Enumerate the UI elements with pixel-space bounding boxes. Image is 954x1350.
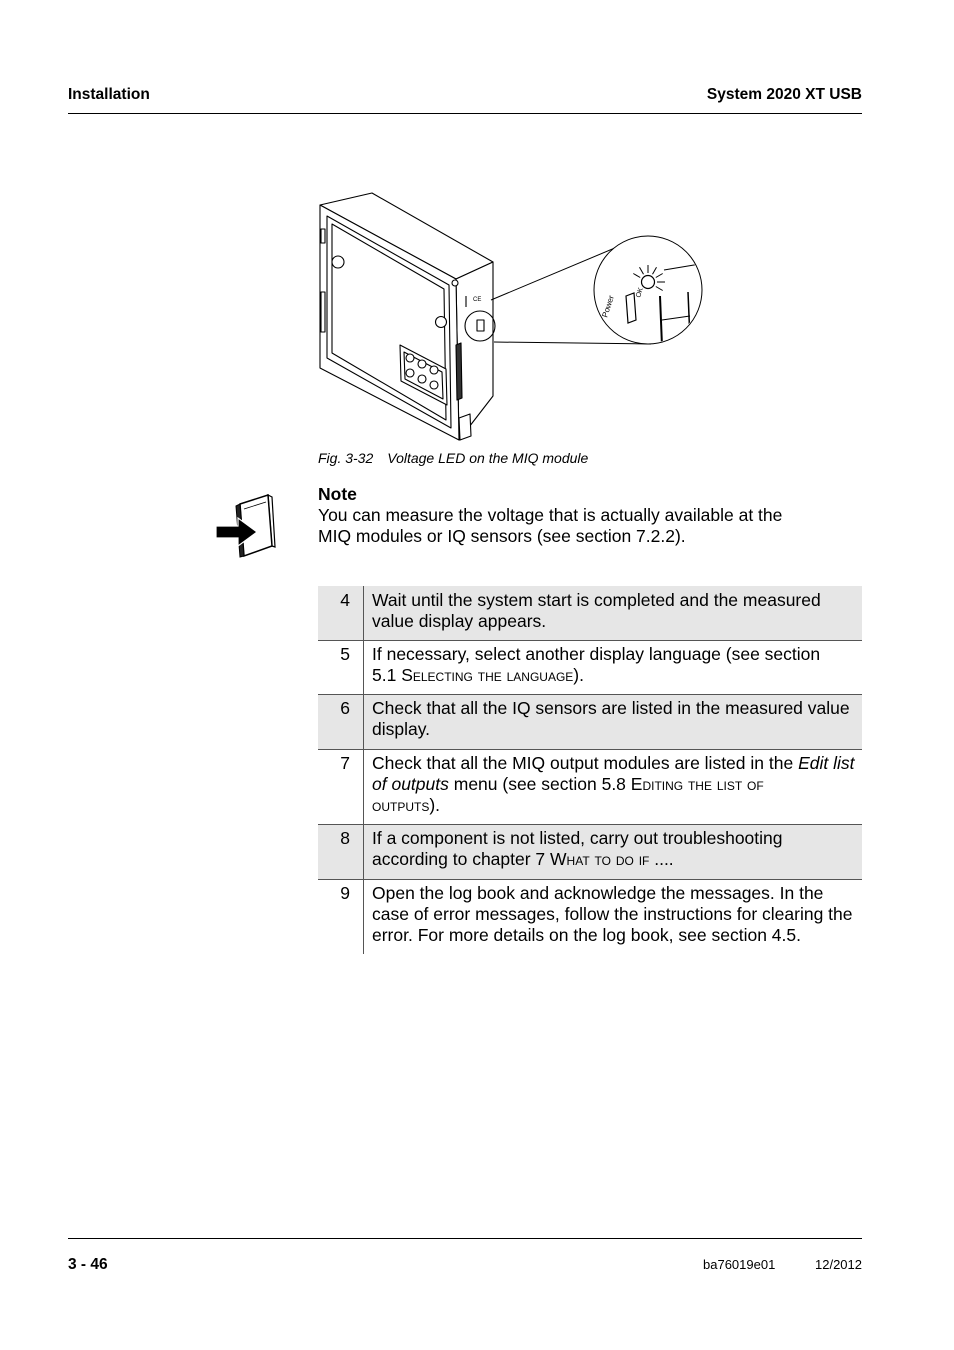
text-line [372, 774, 854, 795]
text-segment: If a component is not listed, carry out troubleshooting [372, 828, 783, 848]
footer-rule [68, 1238, 862, 1239]
step-text [372, 644, 820, 686]
zoom-line-bottom [494, 342, 651, 344]
step-text [372, 883, 853, 946]
text-segment: If necessary, select another display language (see section [372, 644, 821, 664]
text-line [372, 828, 783, 849]
cross-reference: Editing the list of [630, 774, 764, 794]
text-segment: display. [372, 719, 431, 739]
step-row-5 [318, 640, 862, 694]
step-row-4 [318, 586, 862, 640]
mounting-hole [436, 317, 447, 328]
step-number: 9 [340, 883, 350, 903]
terminal-screw [430, 381, 438, 389]
text-segment: according to chapter 7 [372, 849, 551, 869]
text-line [372, 590, 821, 611]
text-line [372, 904, 853, 925]
text-line [372, 698, 850, 719]
corner-screw [452, 280, 458, 286]
step-text [372, 698, 850, 740]
text-segment: ). [429, 795, 441, 815]
note-block [318, 484, 782, 547]
text-line [372, 925, 853, 946]
text-line [372, 611, 821, 632]
table-row-divider [318, 879, 862, 880]
text-line [372, 795, 854, 816]
step-text [372, 590, 821, 632]
header-product-name: System 2020 XT USB [706, 86, 862, 103]
text-line [372, 883, 853, 904]
step-row-9 [318, 879, 862, 954]
miq-module-illustration [310, 185, 710, 447]
text-line [372, 644, 820, 665]
page-number: 3 - 46 [68, 1256, 108, 1273]
step-number: 7 [340, 753, 350, 773]
miq-module-housing [320, 193, 495, 440]
figure-caption-text: Voltage LED on the MIQ module [387, 450, 589, 466]
text-segment: value display appears. [372, 611, 547, 631]
step-number: 5 [340, 644, 350, 664]
ce-mark: CE [473, 297, 482, 303]
step-number: 4 [340, 590, 350, 610]
text-segment: .... [649, 849, 674, 869]
text-segment: case of error messages, follow the instructions for clearing the [372, 904, 853, 924]
header-rule [68, 113, 862, 114]
step-number: 6 [340, 698, 350, 718]
step-row-8 [318, 824, 862, 879]
step-number: 8 [340, 828, 350, 848]
menu-name: Edit list [798, 753, 855, 773]
housing-foot [459, 414, 471, 440]
text-segment: menu (see section 5.8 [448, 774, 631, 794]
cross-reference: What to do if [550, 849, 650, 869]
step-text [372, 753, 854, 816]
terminal-screw [418, 360, 426, 368]
table-row-divider [318, 640, 862, 641]
cross-reference: outputs [372, 795, 430, 815]
table-row-divider [318, 749, 862, 750]
header-section-title: Installation [68, 86, 150, 103]
zoom-circle [594, 236, 702, 344]
table-column-divider [363, 586, 364, 954]
text-line [372, 753, 854, 774]
note-text-line: MIQ modules or IQ sensors (see section 7.2.2). [318, 526, 686, 546]
terminal-screw [406, 369, 414, 377]
terminal-screw [430, 366, 438, 374]
text-line [372, 849, 783, 870]
note-title: Note [318, 484, 357, 504]
figure-caption [318, 450, 588, 466]
text-segment: error. For more details on the log book, see section 4.5. [372, 925, 801, 945]
document-id: ba76019e01 [703, 1257, 776, 1272]
book-arrow-icon [214, 490, 276, 560]
text-segment: 5.1 [372, 665, 402, 685]
text-segment: Check that all the MIQ output modules are listed in the [372, 753, 799, 773]
text-segment: Open the log book and acknowledge the messages. In the [372, 883, 824, 903]
terminal-screw [406, 354, 414, 362]
mounting-hole [332, 256, 344, 268]
table-row-divider [318, 694, 862, 695]
text-line [372, 665, 820, 686]
step-row-6 [318, 694, 862, 749]
text-segment: Check that all the IQ sensors are listed in the measured value [372, 698, 850, 718]
menu-name: of outputs [372, 774, 449, 794]
power-label: Power [600, 294, 616, 319]
step-row-7 [318, 749, 862, 824]
text-segment: Wait until the system start is completed and the measured [372, 590, 821, 610]
table-row-divider [318, 824, 862, 825]
zoom-callout [491, 236, 702, 344]
step-text [372, 828, 783, 870]
document-date: 12/2012 [815, 1257, 862, 1272]
side-slot [456, 343, 462, 400]
figure-label: Fig. 3-32 [318, 450, 374, 466]
note-text-line: You can measure the voltage that is actually available at the [318, 505, 783, 525]
text-segment: ). [573, 665, 584, 685]
ok-label: OK [635, 286, 646, 299]
cross-reference: Selecting the language [401, 665, 574, 685]
text-line [372, 719, 850, 740]
terminal-screw [418, 375, 426, 383]
